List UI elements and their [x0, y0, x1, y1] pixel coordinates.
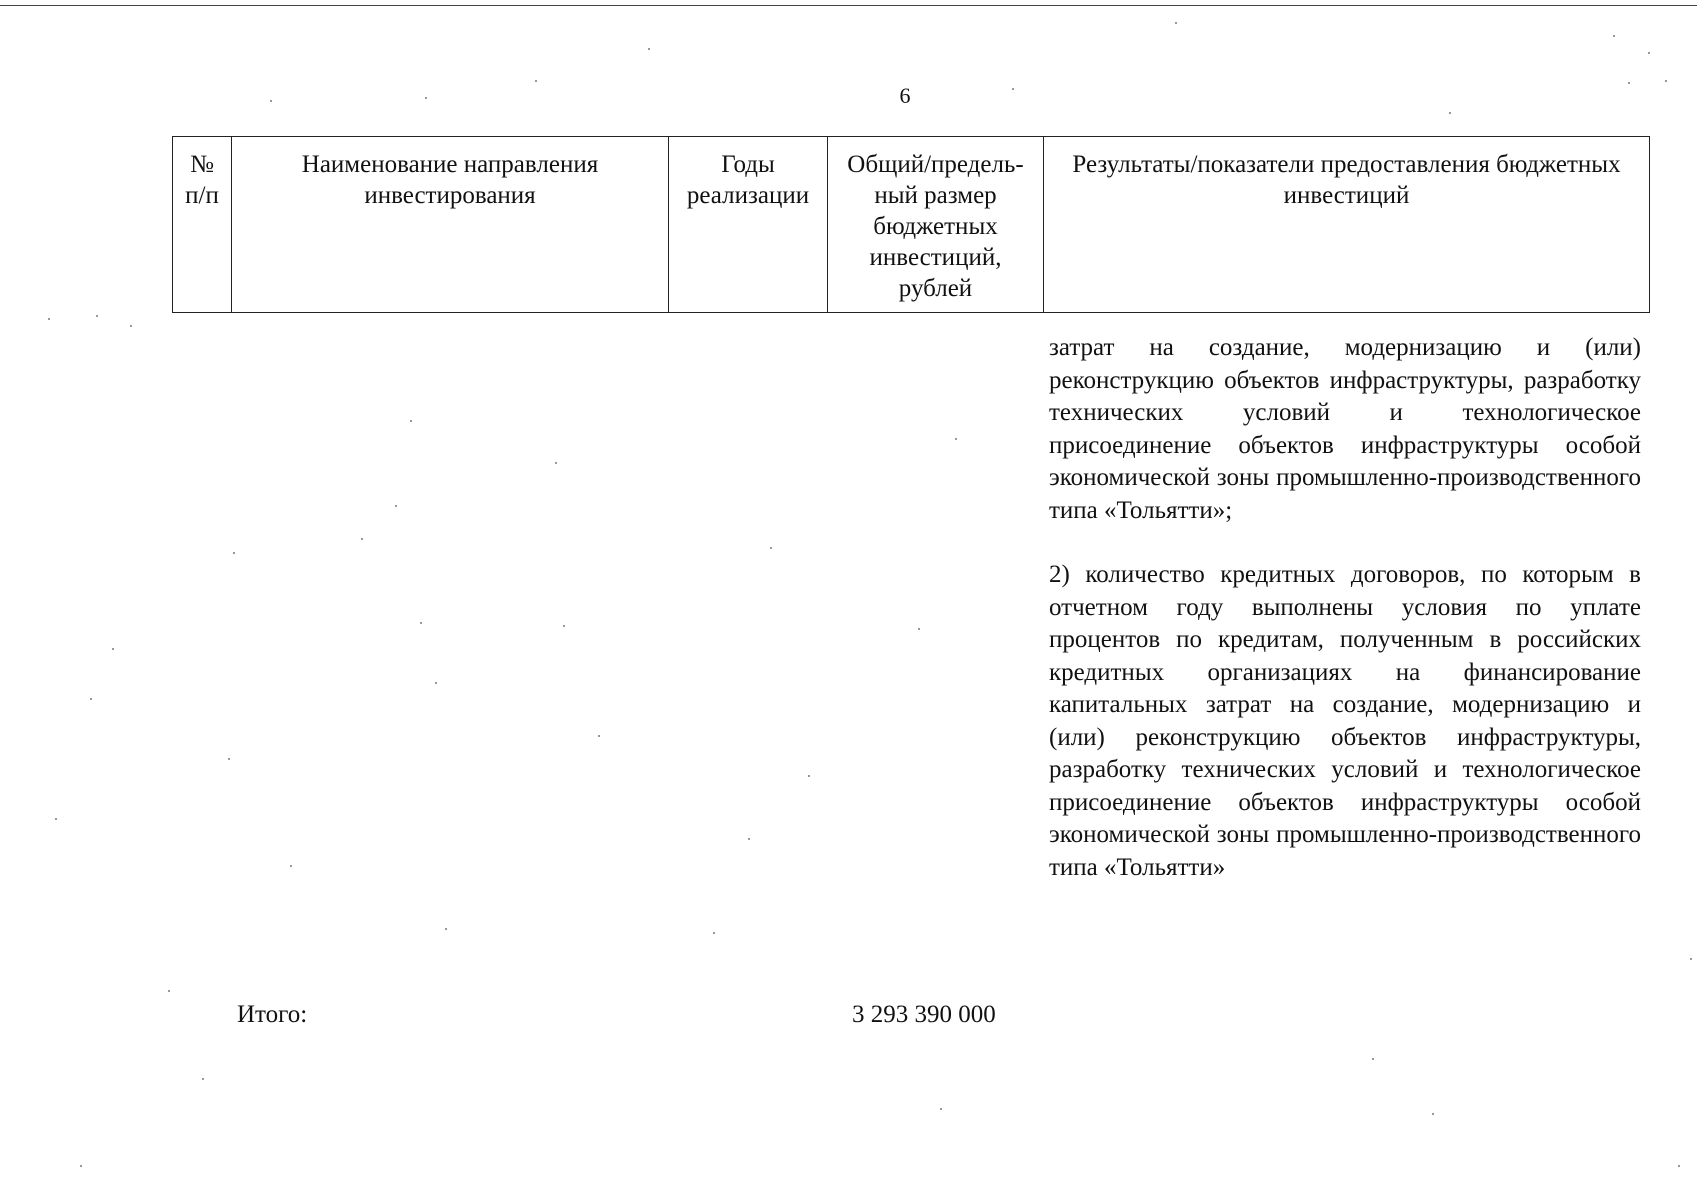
column-header-results: Результаты/показатели предоставления бюджетных инвестиций: [1044, 137, 1650, 313]
column-header-years: Годы реализации: [669, 137, 828, 313]
total-value: 3 293 390 000: [852, 1001, 996, 1028]
top-border-line: [0, 5, 1697, 6]
investment-table-header: [172, 136, 1650, 313]
results-paragraph-item-2: 2) количество кредитных договоров, по которым в отчетном году выполнены условия по уплате процентов по кредитам, полученным в российских кредитных организациях на финансирование капитальных затрат на создание, модернизацию и (или) реконструкцию объектов инфраструктуры, разработку технических условий и технологическое присоединение объектов инфраструктуры особой экономической зоны промышленно-производственного типа «Тольятти»: [1049, 561, 1641, 881]
table-header-row: [173, 137, 1650, 313]
column-header-direction: Наименование направления инвестирования: [232, 137, 669, 313]
page-number: 6: [899, 83, 911, 108]
results-cell-text: [1049, 332, 1641, 884]
results-paragraph-continuation: затрат на создание, модернизацию и (или) реконструкцию объектов инфраструктуры, разработку технических условий и технологическое присоединение объектов инфраструктуры особой экономической зоны промышленно-производственного типа «Тольятти»;: [1049, 334, 1641, 524]
column-header-amount: Общий/предель-ный размер бюджетных инвестиций, рублей: [828, 137, 1044, 313]
total-label: Итого:: [237, 1001, 308, 1028]
column-header-number: № п/п: [173, 137, 232, 313]
